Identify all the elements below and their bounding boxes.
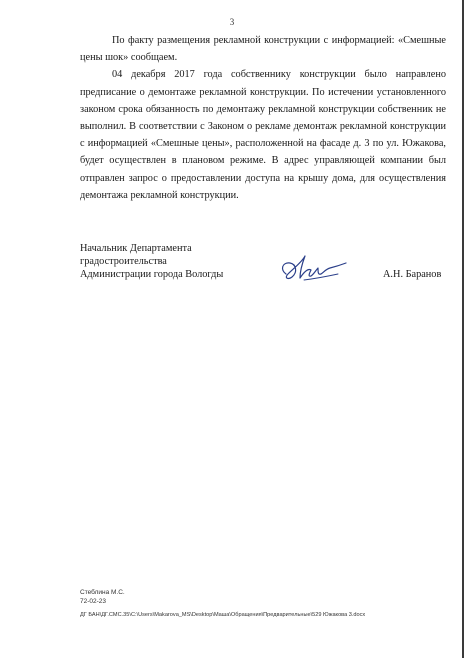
signatory-position [80,243,223,281]
letter-body [80,32,446,204]
paragraph-2: 04 декабря 2017 года собственнику конструкции было направлено предписание о демонтаже рекламной конструкции. По истечении установленного законом срока обязанность по демонтажу рекламной конструкции собственник не выполнил. В соответствии с Законом о рекламе демонтаж рекламной конструкции с информацией «Смешные цены», расположенной на фасаде д. 3 по ул. Южакова, будет осуществлен в плановом режиме. В адрес управляющей компании был отправлен запрос о предоставлении доступа на крышу дома, для осуществления демонтажа рекламной конструкции. [80,69,446,201]
executor-name: Стеблина М.С. [80,589,125,596]
page-number: 3 [229,17,235,27]
file-path-footer: ДГ БАН\ДГ.СМС.35\С:\Users\Makarova_MS\Desktop\Маша\Обращения\Предварительные\529 Южакова 3.docx [80,612,366,618]
position-line: Администрации города Вологды [80,268,224,280]
position-line: градостроительства [80,255,167,267]
handwritten-signature [278,250,350,284]
executor-phone: 72-02-23 [80,597,107,605]
signature-stroke [283,256,346,278]
executor-info [80,589,125,606]
position-line: Начальник Департамента [80,243,192,254]
signer-name: А.Н. Баранов [383,269,442,280]
paragraph-1: По факту размещения рекламной конструкции с информацией: «Смешные цены шок» сообщаем. [80,35,446,64]
